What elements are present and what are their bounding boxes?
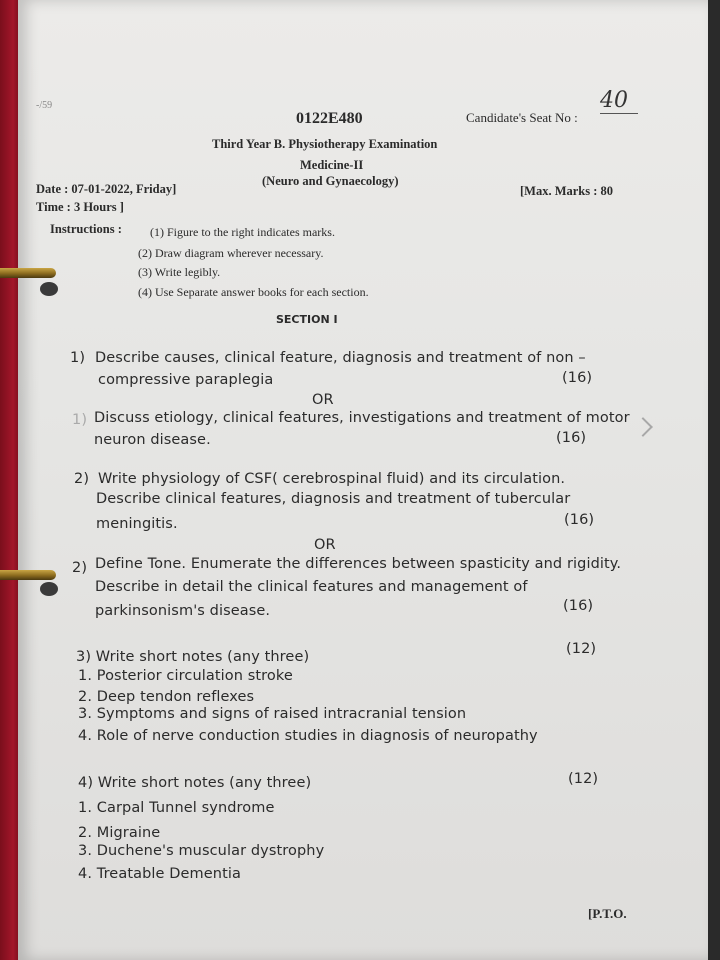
max-marks: [Max. Marks : 80: [520, 184, 614, 198]
question-number: 2): [72, 560, 88, 576]
exam-title: Third Year B. Physiotherapy Examination: [212, 137, 438, 151]
question-text: Describe in detail the clinical features and management of: [95, 579, 528, 595]
list-item: 3. Duchene's muscular dystrophy: [78, 843, 325, 859]
question-number: 2): [74, 471, 90, 487]
page-turn-note: [P.T.O.: [588, 906, 627, 921]
list-item: 2. Deep tendon reflexes: [78, 689, 255, 705]
short-notes-title: 4) Write short notes (any three): [78, 775, 312, 791]
exam-date: Date : 07-01-2022, Friday]: [36, 182, 177, 196]
list-item: 2. Migraine: [78, 825, 161, 841]
question-marks: (16): [564, 512, 595, 528]
question-text: Describe causes, clinical feature, diagnosis and treatment of non –: [95, 350, 586, 366]
instruction-item: (1) Figure to the right indicates marks.: [150, 225, 335, 239]
subtitle: (Neuro and Gynaecology): [262, 174, 399, 188]
question-text: meningitis.: [96, 516, 178, 532]
question-text: compressive paraplegia: [98, 372, 274, 388]
question-text: Discuss etiology, clinical features, investigations and treatment of motor: [94, 410, 630, 426]
question-text: parkinsonism's disease.: [95, 603, 271, 619]
instruction-item: (4) Use Separate answer books for each section.: [138, 285, 369, 299]
punch-hole-bottom: [40, 582, 58, 596]
list-item: 3. Symptoms and signs of raised intracranial tension: [78, 706, 467, 722]
or-separator: OR: [314, 537, 336, 553]
subject: Medicine-II: [300, 158, 364, 172]
list-item: 4. Treatable Dementia: [78, 866, 241, 882]
question-text: neuron disease.: [94, 432, 211, 448]
question-text: Describe clinical features, diagnosis and treatment of tubercular: [96, 491, 571, 507]
or-separator: OR: [312, 392, 334, 408]
instruction-item: (2) Draw diagram wherever necessary.: [138, 246, 324, 260]
question-marks: (16): [563, 598, 594, 614]
list-item: 1. Carpal Tunnel syndrome: [78, 800, 275, 816]
section-title: SECTION I: [276, 313, 338, 326]
question-number: 1): [70, 350, 86, 366]
paper-code: 0122E480: [296, 110, 363, 127]
question-number: 1): [72, 412, 88, 428]
question-marks: (16): [562, 370, 593, 386]
exam-time: Time : 3 Hours ]: [36, 200, 124, 214]
binder-ring-top: [0, 268, 56, 278]
question-marks: (16): [556, 430, 587, 446]
question-marks: (12): [568, 771, 599, 787]
question-marks: (12): [566, 641, 597, 657]
instruction-item: (3) Write legibly.: [138, 265, 221, 279]
binder-ring-bottom: [0, 570, 56, 580]
punch-hole-top: [40, 282, 58, 296]
question-text: Write physiology of CSF( cerebrospinal fluid) and its circulation.: [98, 471, 566, 487]
list-item: 1. Posterior circulation stroke: [78, 668, 293, 684]
short-notes-title: 3) Write short notes (any three): [76, 649, 310, 665]
corner-note: -/59: [36, 100, 53, 111]
seat-label: Candidate's Seat No :: [466, 110, 578, 125]
seat-number-handwritten: 40: [600, 88, 638, 114]
list-item: 4. Role of nerve conduction studies in diagnosis of neuropathy: [78, 728, 538, 744]
instructions-label: Instructions :: [50, 222, 122, 236]
question-text: Define Tone. Enumerate the differences between spasticity and rigidity.: [95, 556, 622, 572]
